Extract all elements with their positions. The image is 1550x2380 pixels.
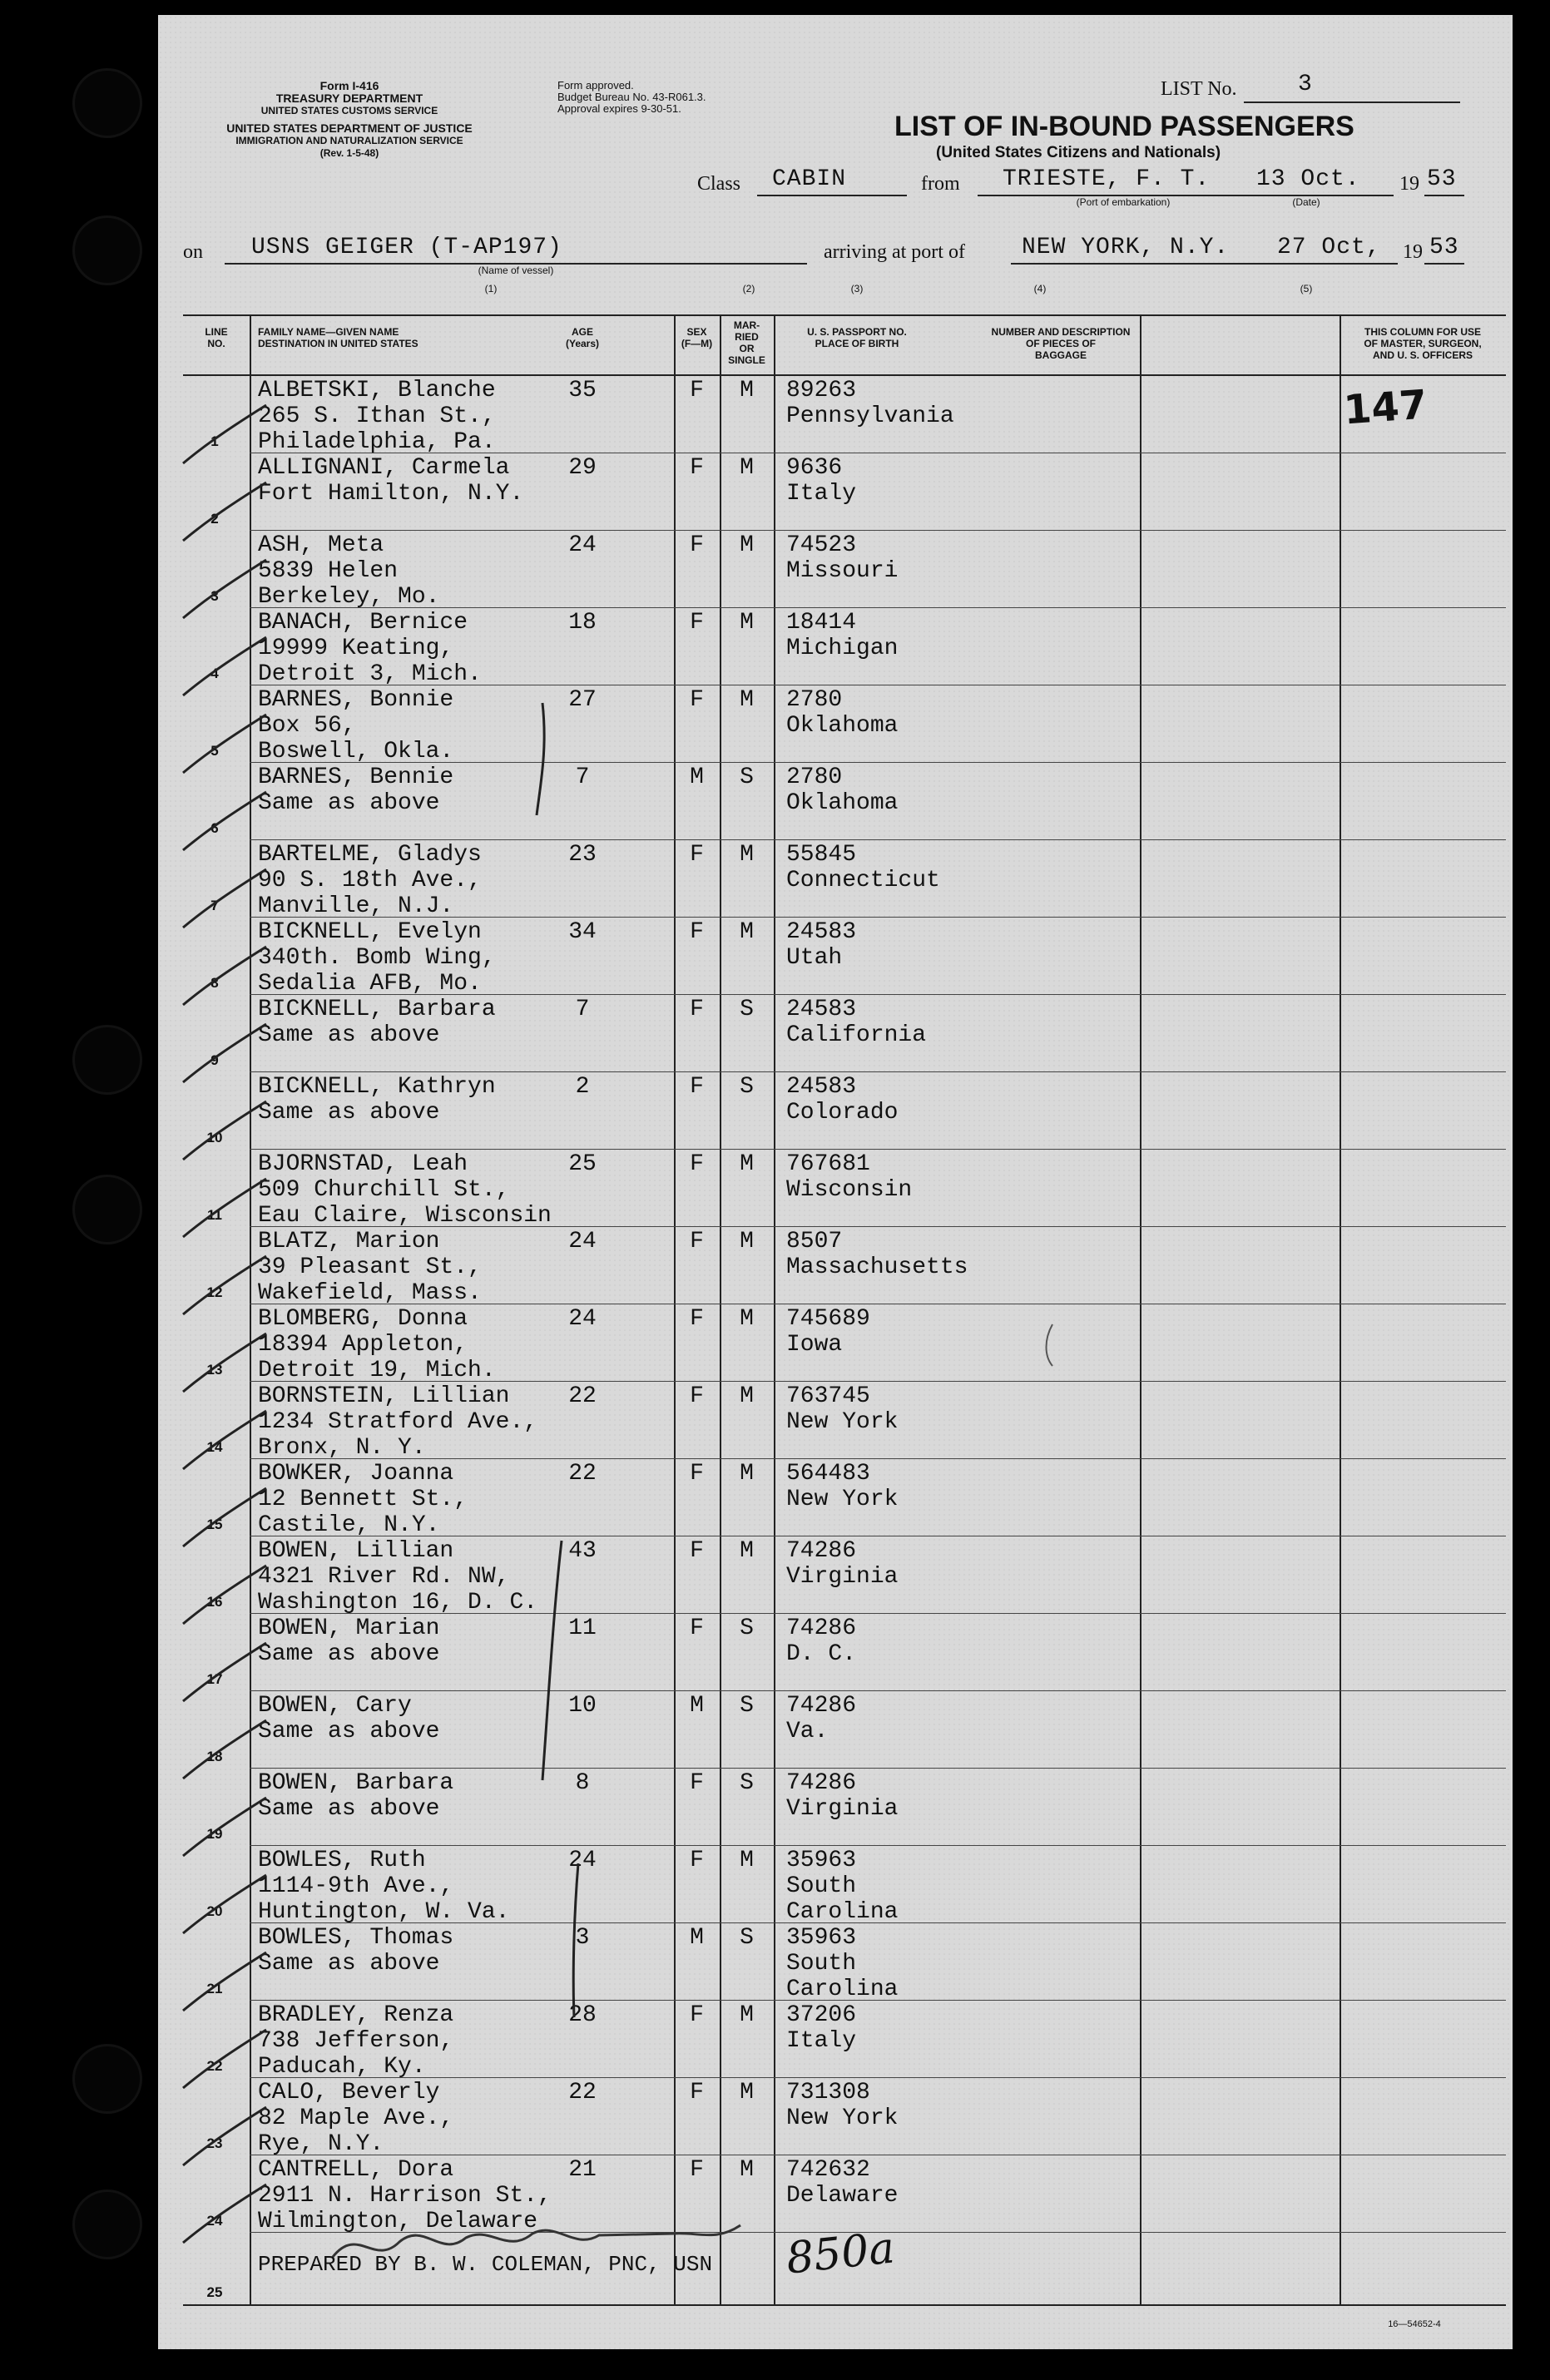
place-of-birth: Connecticut: [786, 868, 940, 893]
address-line-1: 19999 Keating,: [258, 636, 454, 661]
form-agency-block: [191, 80, 508, 160]
age: 22: [568, 1461, 597, 1487]
passenger-name: BOWLES, Thomas: [258, 1925, 454, 1951]
place-of-birth: Oklahoma: [786, 790, 899, 816]
marital-status: M: [740, 1229, 754, 1254]
place-of-birth: Pennsylvania: [786, 403, 954, 429]
place-of-birth: Va.: [786, 1719, 829, 1744]
line-number: 18: [206, 1749, 223, 1764]
passenger-name: BANACH, Bernice: [258, 610, 468, 636]
line-number: 22: [206, 2058, 223, 2074]
punch-hole: [75, 1027, 140, 1092]
address-line-1: Same as above: [258, 1951, 440, 1977]
passenger-name: ALLIGNANI, Carmela: [258, 455, 510, 481]
marital-status: S: [740, 764, 754, 790]
sex: F: [690, 1461, 704, 1487]
handwritten-total: 147: [1342, 381, 1429, 434]
marital-status: M: [740, 1306, 754, 1332]
punch-hole: [75, 218, 140, 283]
age: 43: [568, 1538, 597, 1564]
place-of-birth: Massachusetts: [786, 1254, 968, 1280]
sex: F: [690, 532, 704, 558]
age: 22: [568, 1383, 597, 1409]
age: 35: [568, 378, 597, 403]
line-number: 5: [210, 743, 219, 759]
marital-status: M: [740, 1461, 754, 1487]
sex: F: [690, 842, 704, 868]
on-label: on: [183, 241, 203, 263]
place-of-birth: Iowa: [786, 1332, 843, 1358]
passenger-name: BICKNELL, Evelyn: [258, 919, 482, 945]
address-line-1: 2911 N. Harrison St.,: [258, 2183, 552, 2209]
line-number: 10: [206, 1130, 223, 1145]
place-of-birth: Virginia: [786, 1796, 899, 1822]
age: 24: [568, 532, 597, 558]
col-passport: U. S. PASSPORT NO. PLACE OF BIRTH: [807, 326, 907, 349]
address-line-1: 5839 Helen: [258, 558, 399, 584]
col-sex: SEX (F—M): [681, 326, 713, 349]
age: 7: [575, 997, 590, 1022]
line-number: 24: [206, 2213, 223, 2229]
address-line-2: Boswell, Okla.: [258, 739, 454, 764]
marital-status: M: [740, 1538, 754, 1564]
place-of-birth: Delaware: [786, 2183, 899, 2209]
page-subtitle: (United States Citizens and Nationals): [936, 144, 1221, 161]
budget-bureau: Budget Bureau No. 43-R061.3.: [557, 91, 706, 103]
sex: F: [690, 1306, 704, 1332]
passenger-list-page: [158, 15, 1513, 2349]
passport-number: 745689: [786, 1306, 870, 1332]
passenger-name: BICKNELL, Kathryn: [258, 1074, 496, 1100]
address-line-1: 12 Bennett St.,: [258, 1487, 468, 1512]
line-number: 21: [206, 1981, 223, 1997]
sex: M: [690, 1693, 704, 1719]
line-number: 13: [206, 1362, 223, 1378]
age: 21: [568, 2157, 597, 2183]
line-number: 15: [206, 1517, 223, 1532]
address-line-1: 1114-9th Ave.,: [258, 1873, 454, 1899]
passport-number: 74286: [786, 1616, 857, 1641]
passport-number: 74286: [786, 1770, 857, 1796]
address-line-1: 1234 Stratford Ave.,: [258, 1409, 538, 1435]
address-line-1: Box 56,: [258, 713, 356, 739]
passport-number: 2780: [786, 764, 843, 790]
line-number: 25: [206, 2284, 223, 2300]
address-line-1: Same as above: [258, 1719, 440, 1744]
place-of-birth: South: [786, 1951, 857, 1977]
marital-status: M: [740, 610, 754, 636]
age: 29: [568, 455, 597, 481]
passport-number: 74523: [786, 532, 857, 558]
address-line-2: Wakefield, Mass.: [258, 1280, 482, 1306]
vessel-caption: (Name of vessel): [478, 265, 554, 276]
sex: F: [690, 1383, 704, 1409]
arriving-label: arriving at port of: [824, 241, 965, 263]
passport-number: 74286: [786, 1693, 857, 1719]
place-of-birth: New York: [786, 1487, 899, 1512]
approval-block: [557, 80, 757, 115]
date-caption: (Date): [1292, 196, 1320, 208]
list-number: 3: [1298, 72, 1313, 97]
vessel-name: USNS GEIGER (T-AP197): [251, 235, 562, 260]
sex: F: [690, 2002, 704, 2028]
address-line-2: Eau Claire, Wisconsin: [258, 1203, 552, 1229]
passport-number: 55845: [786, 842, 857, 868]
punch-hole: [75, 2046, 140, 2111]
marital-status: M: [740, 2157, 754, 2183]
passenger-name: BARNES, Bonnie: [258, 687, 454, 713]
passport-number: 763745: [786, 1383, 870, 1409]
place-of-birth: Michigan: [786, 636, 899, 661]
address-line-1: Same as above: [258, 1022, 440, 1048]
sex: F: [690, 919, 704, 945]
col-age: AGE (Years): [565, 326, 600, 349]
marital-status: S: [740, 1925, 754, 1951]
marital-status: S: [740, 997, 754, 1022]
col-officers: THIS COLUMN FOR USE OF MASTER, SURGEON, AND U. S. OFFICERS: [1364, 326, 1482, 361]
marital-status: S: [740, 1770, 754, 1796]
address-line-2: Detroit 3, Mich.: [258, 661, 482, 687]
treasury-dept: TREASURY DEPARTMENT: [275, 92, 423, 105]
sex: F: [690, 997, 704, 1022]
passport-number: 24583: [786, 997, 857, 1022]
address-line-2: Philadelphia, Pa.: [258, 429, 496, 455]
arrival-date: 27 Oct,: [1277, 235, 1381, 260]
page-title: LIST OF IN-BOUND PASSENGERS: [894, 111, 1354, 142]
line-number: 7: [210, 898, 219, 913]
place-of-birth: Virginia: [786, 1564, 899, 1590]
prepared-by: PREPARED BY B. W. COLEMAN, PNC, USN: [258, 2252, 713, 2277]
customs-service: UNITED STATES CUSTOMS SERVICE: [260, 105, 438, 116]
line-number: 20: [206, 1903, 223, 1919]
marital-status: M: [740, 919, 754, 945]
marital-status: M: [740, 1383, 754, 1409]
passenger-name: CALO, Beverly: [258, 2080, 440, 2105]
embarkation-year: 53: [1427, 166, 1457, 192]
passenger-name: BOWEN, Barbara: [258, 1770, 454, 1796]
age: 7: [575, 764, 590, 790]
line-number: 16: [206, 1594, 223, 1610]
sex: F: [690, 1770, 704, 1796]
age: 25: [568, 1151, 597, 1177]
arrival-port: NEW YORK, N.Y.: [1022, 235, 1230, 260]
passenger-name: BARTELME, Gladys: [258, 842, 482, 868]
address-line-2: Wilmington, Delaware: [258, 2209, 538, 2234]
line-number: 8: [210, 975, 219, 991]
list-number-label: LIST No.: [1161, 78, 1237, 100]
passenger-table: [183, 314, 1506, 2306]
punch-hole: [75, 71, 140, 136]
marital-status: S: [740, 1074, 754, 1100]
place-of-birth: Oklahoma: [786, 713, 899, 739]
year-prefix: 19: [1399, 173, 1419, 195]
colnum-3: (3): [850, 283, 864, 294]
passport-number: 767681: [786, 1151, 870, 1177]
address-line-2: Detroit 19, Mich.: [258, 1358, 496, 1383]
address-line-2: Sedalia AFB, Mo.: [258, 971, 482, 997]
class-value: CABIN: [772, 166, 847, 192]
line-number: 12: [206, 1284, 223, 1300]
address-line-2: Rye, N.Y.: [258, 2131, 384, 2157]
place-of-birth: California: [786, 1022, 927, 1048]
sex: F: [690, 1229, 704, 1254]
marital-status: M: [740, 2002, 754, 2028]
address-line-2: Manville, N.J.: [258, 893, 454, 919]
passport-number: 35963: [786, 1848, 857, 1873]
sex: M: [690, 1925, 704, 1951]
col-baggage: NUMBER AND DESCRIPTION OF PIECES OF BAGGAGE: [991, 326, 1131, 361]
sex: F: [690, 1151, 704, 1177]
sex: F: [690, 1848, 704, 1873]
age: 10: [568, 1693, 597, 1719]
address-line-2: Huntington, W. Va.: [258, 1899, 510, 1925]
address-line-1: 509 Churchill St.,: [258, 1177, 510, 1203]
passenger-name: ASH, Meta: [258, 532, 384, 558]
address-line-1: 39 Pleasant St.,: [258, 1254, 482, 1280]
address-line-1: Same as above: [258, 1100, 440, 1126]
place-of-birth: Wisconsin: [786, 1177, 913, 1203]
passport-number: 89263: [786, 378, 857, 403]
from-label: from: [921, 173, 960, 195]
marital-status: M: [740, 2080, 754, 2105]
passport-number: 37206: [786, 2002, 857, 2028]
age: 3: [575, 1925, 590, 1951]
place-of-birth: Italy: [786, 2028, 857, 2054]
colnum-1: (1): [484, 283, 498, 294]
marital-status: M: [740, 1848, 754, 1873]
age: 11: [568, 1616, 597, 1641]
address-line-2: Bronx, N. Y.: [258, 1435, 426, 1461]
address-line-1: Same as above: [258, 1796, 440, 1822]
place-of-birth: New York: [786, 1409, 899, 1435]
handwritten-note: 850a: [784, 2223, 898, 2284]
address-line-1: 82 Maple Ave.,: [258, 2105, 454, 2131]
age: 24: [568, 1306, 597, 1332]
punch-hole: [75, 2192, 140, 2257]
line-number: 23: [206, 2135, 223, 2151]
place-of-birth: D. C.: [786, 1641, 857, 1667]
address-line-2: Paducah, Ky.: [258, 2054, 426, 2080]
col-name: FAMILY NAME—GIVEN NAME DESTINATION IN UNITED STATES: [258, 326, 418, 349]
address-line-1: 265 S. Ithan St.,: [258, 403, 496, 429]
line-number: 6: [210, 820, 219, 836]
place-of-birth: Missouri: [786, 558, 899, 584]
place-of-birth-2: Carolina: [786, 1899, 899, 1925]
passenger-name: BLATZ, Marion: [258, 1229, 440, 1254]
passport-number: 8507: [786, 1229, 843, 1254]
punch-hole: [75, 1177, 140, 1242]
address-line-1: Same as above: [258, 1641, 440, 1667]
colnum-4: (4): [1033, 283, 1047, 294]
sex: M: [690, 764, 704, 790]
col-married: MAR- RIED OR SINGLE: [728, 319, 765, 366]
address-line-1: Fort Hamilton, N.Y.: [258, 481, 524, 507]
passenger-name: CANTRELL, Dora: [258, 2157, 454, 2183]
place-of-birth-2: Carolina: [786, 1977, 899, 2002]
marital-status: M: [740, 687, 754, 713]
line-number: 11: [207, 1207, 222, 1223]
age: 24: [568, 1229, 597, 1254]
age: 18: [568, 610, 597, 636]
sex: F: [690, 455, 704, 481]
revision: (Rev. 1-5-48): [319, 147, 379, 159]
address-line-1: Same as above: [258, 790, 440, 816]
col-line-no: LINE NO.: [205, 326, 228, 349]
passport-number: 24583: [786, 919, 857, 945]
age: 28: [568, 2002, 597, 2028]
passport-number: 731308: [786, 2080, 870, 2105]
passenger-name: BLOMBERG, Donna: [258, 1306, 468, 1332]
form-approved: Form approved.: [557, 79, 634, 92]
age: 22: [568, 2080, 597, 2105]
passenger-name: BOWKER, Joanna: [258, 1461, 454, 1487]
passenger-name: BOWEN, Lillian: [258, 1538, 454, 1564]
marital-status: M: [740, 378, 754, 403]
marital-status: S: [740, 1616, 754, 1641]
line-number: 19: [206, 1826, 223, 1842]
address-line-2: Castile, N.Y.: [258, 1512, 440, 1538]
age: 27: [568, 687, 597, 713]
arrival-year: 53: [1429, 235, 1459, 260]
address-line-2: Washington 16, D. C.: [258, 1590, 538, 1616]
sex: F: [690, 1538, 704, 1564]
address-line-2: Berkeley, Mo.: [258, 584, 440, 610]
colnum-2: (2): [742, 283, 755, 294]
place-of-birth: Utah: [786, 945, 843, 971]
age: 34: [568, 919, 597, 945]
marital-status: M: [740, 1151, 754, 1177]
age: 24: [568, 1848, 597, 1873]
bracket-marks: [183, 316, 1506, 2304]
marital-status: S: [740, 1693, 754, 1719]
marital-status: M: [740, 842, 754, 868]
address-line-1: 4321 River Rd. NW,: [258, 1564, 510, 1590]
passport-number: 74286: [786, 1538, 857, 1564]
line-number: 4: [210, 666, 219, 681]
address-line-1: 738 Jefferson,: [258, 2028, 454, 2054]
passenger-name: BARNES, Bennie: [258, 764, 454, 790]
passenger-name: BOWLES, Ruth: [258, 1848, 426, 1873]
age: 23: [568, 842, 597, 868]
passenger-name: ALBETSKI, Blanche: [258, 378, 496, 403]
arrival-year-prefix: 19: [1403, 241, 1423, 263]
justice-dept: UNITED STATES DEPARTMENT OF JUSTICE: [226, 121, 473, 135]
line-number: 17: [206, 1671, 223, 1687]
age: 8: [575, 1770, 590, 1796]
passenger-name: BRADLEY, Renza: [258, 2002, 454, 2028]
class-label: Class: [697, 173, 741, 195]
place-of-birth: Italy: [786, 481, 857, 507]
place-of-birth: New York: [786, 2105, 899, 2131]
passport-number: 742632: [786, 2157, 870, 2183]
address-line-1: 340th. Bomb Wing,: [258, 945, 496, 971]
marital-status: M: [740, 455, 754, 481]
passport-number: 2780: [786, 687, 843, 713]
passenger-name: BORNSTEIN, Lillian: [258, 1383, 510, 1409]
age: 2: [575, 1074, 590, 1100]
line-number: 9: [210, 1052, 219, 1068]
passenger-name: BICKNELL, Barbara: [258, 997, 496, 1022]
sex: F: [690, 378, 704, 403]
sex: F: [690, 2080, 704, 2105]
ins-service: IMMIGRATION AND NATURALIZATION SERVICE: [235, 135, 463, 146]
sex: F: [690, 687, 704, 713]
place-of-birth: Colorado: [786, 1100, 899, 1126]
port-caption: (Port of embarkation): [1076, 196, 1171, 208]
marital-status: M: [740, 532, 754, 558]
place-of-birth: South: [786, 1873, 857, 1899]
passport-number: 35963: [786, 1925, 857, 1951]
colnum-5: (5): [1300, 283, 1313, 294]
embarkation-date: 13 Oct.: [1256, 166, 1360, 192]
passport-number: 24583: [786, 1074, 857, 1100]
line-number: 3: [210, 588, 219, 604]
form-number: Form I-416: [319, 79, 379, 92]
address-line-1: 18394 Appleton,: [258, 1332, 468, 1358]
passport-number: 18414: [786, 610, 857, 636]
embarkation-port: TRIESTE, F. T.: [1003, 166, 1211, 192]
passenger-name: BJORNSTAD, Leah: [258, 1151, 468, 1177]
sex: F: [690, 1616, 704, 1641]
approval-expires: Approval expires 9-30-51.: [557, 102, 681, 115]
sex: F: [690, 2157, 704, 2183]
sex: F: [690, 610, 704, 636]
passport-number: 564483: [786, 1461, 870, 1487]
line-number: 14: [206, 1439, 223, 1455]
footer-code: 16—54652-4: [1388, 2319, 1441, 2329]
sex: F: [690, 1074, 704, 1100]
passenger-name: BOWEN, Cary: [258, 1693, 412, 1719]
line-number: 1: [210, 433, 219, 449]
line-number: 2: [210, 511, 219, 527]
address-line-1: 90 S. 18th Ave.,: [258, 868, 482, 893]
passenger-name: BOWEN, Marian: [258, 1616, 440, 1641]
passport-number: 9636: [786, 455, 843, 481]
